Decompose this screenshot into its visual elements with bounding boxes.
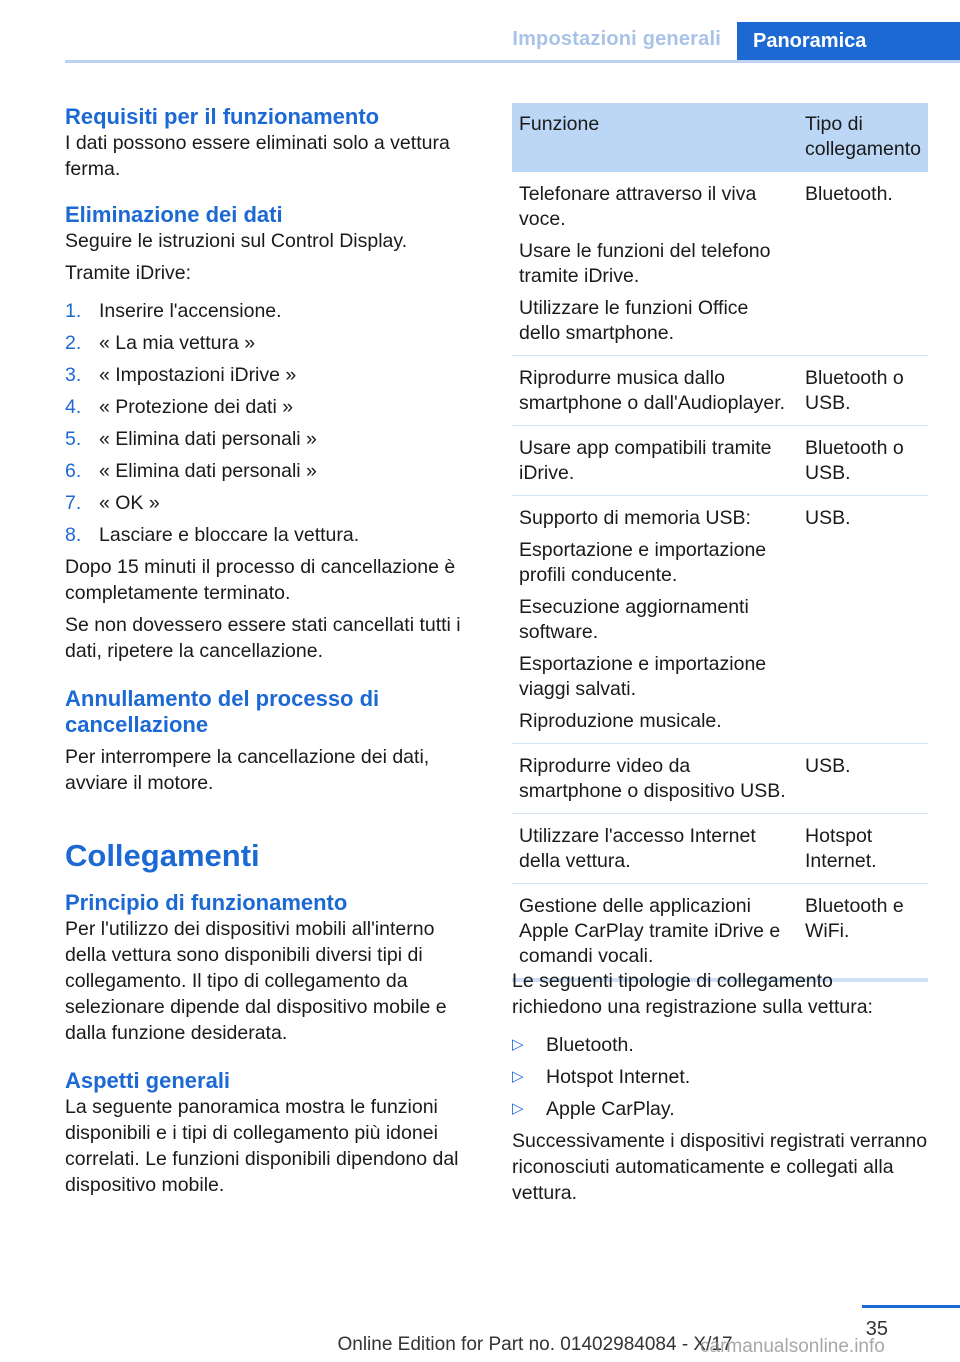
registrazione-list xyxy=(512,1032,928,1122)
edition-text: Online Edition for Part no. 01402984084 - X/17 xyxy=(337,1334,733,1355)
funzione-line: Usare app compatibili tramite iDrive. xyxy=(519,437,772,484)
tramite-idrive-text: Tramite iDrive: xyxy=(65,262,192,284)
funzione-line: Gestione delle applicazioni Apple CarPlay tramite iDrive e comandi vocali. xyxy=(519,895,781,967)
table-header-funzione: Funzione xyxy=(512,103,798,172)
table-cell-tipo: USB. xyxy=(798,744,928,814)
header-section-title: Impostazioni generali xyxy=(512,28,721,50)
table-row xyxy=(512,884,928,981)
table-row xyxy=(512,356,928,426)
annullamento-heading: Annullamento del processo di cancellazione xyxy=(65,686,380,737)
requisiti-heading: Requisiti per il funzionamento xyxy=(65,104,380,129)
triangle-bullet-icon: ▷ xyxy=(512,1068,524,1085)
step-number: 1. xyxy=(65,300,82,322)
requisiti-text: I dati possono essere eliminati solo a vettura ferma. xyxy=(65,132,450,180)
registrazione-item xyxy=(512,1064,928,1090)
collegamenti-heading: Collegamenti xyxy=(65,838,260,873)
step-text: « Elimina dati personali » xyxy=(99,428,317,450)
step-number: 6. xyxy=(65,460,82,482)
step-text: « Protezione dei dati » xyxy=(99,396,294,418)
step-text: « OK » xyxy=(99,492,160,514)
funzione-line: Supporto di memoria USB: xyxy=(519,507,751,529)
step-item xyxy=(65,362,481,388)
table-row xyxy=(512,426,928,496)
eliminazione-heading: Eliminazione dei dati xyxy=(65,202,283,227)
principio-heading: Principio di funzionamento xyxy=(65,890,348,915)
aspetti-generali-text: La seguente panoramica mostra le funzioni disponibili e i tipi di collegamento più idonei correlati. Le funzioni disponibili dipendono dal dispositivo mobile. xyxy=(65,1096,459,1196)
step-text: Inserire l'accensione. xyxy=(99,300,282,322)
table-cell-funzione xyxy=(512,884,798,981)
step-number: 3. xyxy=(65,364,82,386)
step-text: « La mia vettura » xyxy=(99,332,256,354)
step-item xyxy=(65,330,481,356)
funzione-line: Riproduzione musicale. xyxy=(519,710,722,732)
funzione-line: Esportazione e importazione profili conducente. xyxy=(519,539,767,586)
annullamento-text: Per interrompere la cancellazione dei dati, avviare il motore. xyxy=(65,746,430,794)
eliminazione-text: Seguire le istruzioni sul Control Display. xyxy=(65,230,408,252)
table-cell-funzione xyxy=(512,426,798,496)
table-header-row xyxy=(512,103,928,172)
table-cell-funzione xyxy=(512,744,798,814)
step-text: « Impostazioni iDrive » xyxy=(99,364,297,386)
table-row xyxy=(512,172,928,356)
triangle-bullet-icon: ▷ xyxy=(512,1036,524,1053)
page-number: 35 xyxy=(865,1318,888,1340)
registrazione-item xyxy=(512,1096,928,1122)
table-cell-funzione xyxy=(512,356,798,426)
step-item xyxy=(65,426,481,452)
step-item xyxy=(65,298,481,324)
steps-list xyxy=(65,298,481,548)
table-row xyxy=(512,496,928,744)
connection-table xyxy=(512,103,928,982)
registrazione-item-text: Bluetooth. xyxy=(546,1034,634,1056)
table-header-tipo: Tipo di collegamento xyxy=(798,103,928,172)
step-number: 5. xyxy=(65,428,82,450)
table-cell-tipo: Bluetooth e WiFi. xyxy=(798,884,928,981)
triangle-bullet-icon: ▷ xyxy=(512,1100,524,1117)
table-cell-funzione xyxy=(512,496,798,744)
step-text: Lasciare e bloccare la vettura. xyxy=(99,524,360,546)
right-column-text xyxy=(512,968,928,1206)
table-cell-tipo: Bluetooth o USB. xyxy=(798,356,928,426)
funzione-line: Telefonare attraverso il viva voce. xyxy=(519,183,757,230)
table-cell-funzione xyxy=(512,172,798,356)
registrazione-item-text: Apple CarPlay. xyxy=(546,1098,675,1120)
registrazione-item-text: Hotspot Internet. xyxy=(546,1066,691,1088)
step-item xyxy=(65,522,481,548)
footer-rule xyxy=(862,1305,960,1308)
header-tab-panoramica: Panoramica xyxy=(737,22,960,63)
principio-text: Per l'utilizzo dei dispositivi mobili all'interno della vettura sono disponibili diversi tipi di collegamento. Il tipo di collegamento da selezionare dipende dal dispositivo mobile e dalla funzione desiderata. xyxy=(65,918,447,1044)
registrazione-item xyxy=(512,1032,928,1058)
left-column xyxy=(65,104,481,1198)
aspetti-generali-heading: Aspetti generali xyxy=(65,1068,231,1093)
after-text-2: Se non dovessero essere stati cancellati tutti i dati, ripetere la cancellazione. xyxy=(65,614,461,662)
watermark: carmanualsonline.info xyxy=(700,1336,885,1357)
table-cell-tipo: USB. xyxy=(798,496,928,744)
table-cell-tipo: Bluetooth. xyxy=(798,172,928,356)
registrazione-text: Le seguenti tipologie di collegamento richiedono una registrazione sulla vettura: xyxy=(512,970,873,1018)
table-cell-tipo: Hotspot Internet. xyxy=(798,814,928,884)
funzione-line: Utilizzare l'accesso Internet della vettura. xyxy=(519,825,756,872)
step-item xyxy=(65,458,481,484)
table-row xyxy=(512,814,928,884)
step-text: « Elimina dati personali » xyxy=(99,460,317,482)
step-item xyxy=(65,490,481,516)
funzione-line: Usare le funzioni del telefono tramite iDrive. xyxy=(519,240,771,287)
table-row xyxy=(512,744,928,814)
funzione-line: Esecuzione aggiornamenti software. xyxy=(519,596,749,643)
funzione-line: Riprodurre musica dallo smartphone o dall'Audioplayer. xyxy=(519,367,786,414)
table-cell-funzione xyxy=(512,814,798,884)
final-text: Successivamente i dispositivi registrati verranno riconosciuti automaticamente e collegati alla vettura. xyxy=(512,1130,928,1204)
step-number: 8. xyxy=(65,524,82,546)
after-text-1: Dopo 15 minuti il processo di cancellazione è completamente terminato. xyxy=(65,556,456,604)
table-cell-tipo: Bluetooth o USB. xyxy=(798,426,928,496)
header-rule xyxy=(65,60,960,63)
step-item xyxy=(65,394,481,420)
funzione-line: Riprodurre video da smartphone o dispositivo USB. xyxy=(519,755,786,802)
funzione-line: Esportazione e importazione viaggi salvati. xyxy=(519,653,767,700)
step-number: 2. xyxy=(65,332,82,354)
funzione-line: Utilizzare le funzioni Office dello smartphone. xyxy=(519,297,749,344)
step-number: 7. xyxy=(65,492,82,514)
step-number: 4. xyxy=(65,396,82,418)
